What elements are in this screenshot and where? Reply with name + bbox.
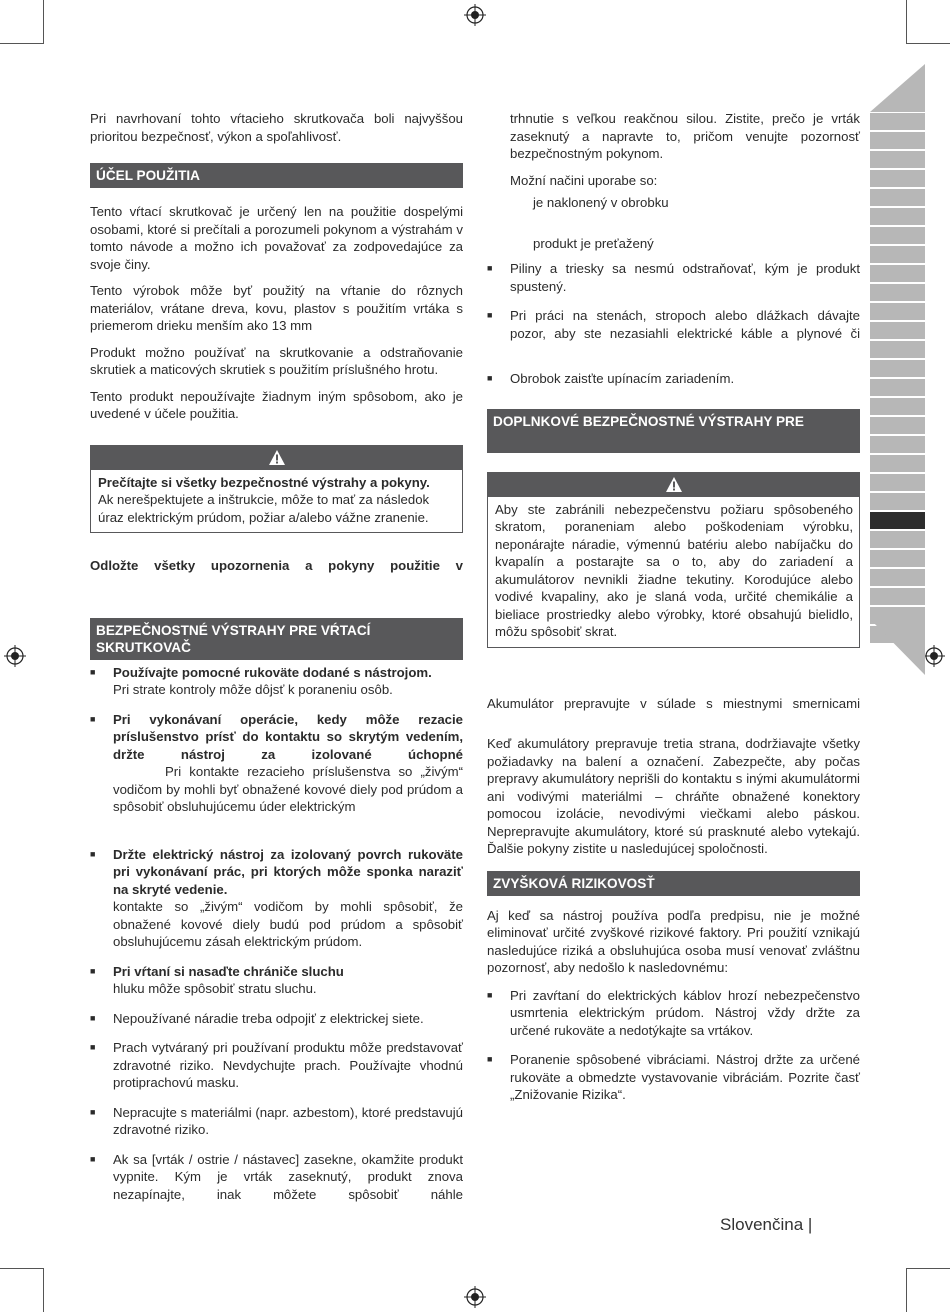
warning-triangle-icon xyxy=(269,450,285,465)
warning-header xyxy=(488,473,859,497)
residual-risk-heading: ZVYŠKOVÁ RIZIKOVOSŤ xyxy=(487,871,860,896)
battery-warning-box xyxy=(487,472,860,648)
bullet-mark: ■ xyxy=(90,848,96,859)
bullet-item xyxy=(487,370,860,388)
bullet-mark: ■ xyxy=(90,1042,96,1052)
drill-safety-heading-line: BEZPEČNOSTNÉ VÝSTRAHY PRE VŔTACÍ xyxy=(96,622,371,638)
bullet-text: Pri strate kontroly môže dôjsť k poraneniu osôb. xyxy=(113,682,393,697)
crop-mark xyxy=(0,43,44,44)
crop-mark xyxy=(43,0,44,44)
language-tab xyxy=(870,360,925,379)
intro-paragraph: Pri navrhovaní tohto vŕtacieho skrutkovača boli najvyššou prioritou bezpečnosť, výkon a spoľahlivosť. xyxy=(90,111,463,144)
bullet-text: kontakte so „živým“ vodičom by mohli spôsobiť, že obnažené kovové diely budú pod prúdom a spôsobiť obsluhujúcemu zásah elektrickým prúdom. xyxy=(113,899,463,949)
left-column xyxy=(90,110,463,1215)
language-tab xyxy=(870,246,925,265)
registration-mark-icon xyxy=(923,645,945,667)
bullet-mark: ■ xyxy=(90,1012,96,1023)
bullet-item xyxy=(90,846,463,951)
general-warning-box xyxy=(90,445,463,534)
cause-item: produkt je preťažený xyxy=(533,235,654,251)
warning-body xyxy=(91,470,462,533)
warning-triangle-icon xyxy=(666,477,682,492)
cause-item: je naklonený v obrobku xyxy=(533,195,669,210)
crop-mark xyxy=(906,0,907,44)
bullet-text: Nepoužívané náradie treba odpojiť z elektrickej siete. xyxy=(113,1010,424,1026)
registration-mark-icon xyxy=(464,1286,486,1308)
language-tab xyxy=(870,493,925,512)
bullet-item xyxy=(487,307,860,342)
transport-text: Akumulátor prepravujte v súlade s miestnymi smernicami xyxy=(487,695,860,711)
language-tab xyxy=(870,417,925,436)
warning-bold: Prečítajte si všetky bezpečnostné výstrahy a pokyny. xyxy=(98,474,430,490)
battery-warning-text: Aby ste zabránili nebezpečenstvu požiaru spôsobeného skratom, poraneniam alebo poškodeniam výrobku, neponárajte náradie, výmennú batériu alebo nabíjačku do kvapalín a postarajte sa o to, aby do zariadení a akumulátorov nevnikli žiadne tekutiny. Korodujúce alebo vodivé kvapaliny, ako je slaná voda, určité chemikálie a bieliace prostriedky alebo výrobky, ktoré obsahujú bielidlo, môžu spôsobiť skrat. xyxy=(495,501,853,639)
bullet-mark: ■ xyxy=(90,1106,96,1117)
bullet-text: hluku môže spôsobiť stratu sluchu. xyxy=(113,981,317,996)
bullet-text: Ak sa [vrták / ostrie / nástavec] zasekne, okamžite produkt vypnite. Kým je vrták zaseknutý, produkt znova nezapínajte, inak môžete spôsobiť náhle xyxy=(113,1151,463,1202)
drill-safety-heading xyxy=(90,618,463,660)
bullet-text: Pri kontakte rezacieho príslušenstva so „živým“ vodičom by mohli byť obnažené kovové diely pod prúdom a spôsobiť obsluhujúcemu úder elektrickým xyxy=(113,764,463,814)
bullet-item xyxy=(90,1104,463,1139)
bullet-mark: ■ xyxy=(90,666,96,677)
bullet-text: Nepracujte s materiálmi (napr. azbestom), ktoré predstavujú zdravotné riziko. xyxy=(113,1104,463,1137)
language-tab xyxy=(870,189,925,208)
bullet-text: Pri práci na stenách, stropoch alebo dlážkach dávajte pozor, aby ste nezasiahli elektrické káble a plynové či xyxy=(510,308,860,341)
purpose-paragraph: Tento vŕtací skrutkovač je určený len na použitie dospelými osobami, ktoré si prečítali a porozumeli pokynom a výstrahám v tomto návode a možno ich považovať za zodpovedajúce za svoje činy. xyxy=(90,204,463,272)
bullet-mark: ■ xyxy=(487,263,493,273)
language-tab xyxy=(870,170,925,189)
right-column xyxy=(487,110,860,1116)
tab-strip-top-triangle xyxy=(870,64,925,114)
bullet-text: Poranenie spôsobené vibráciami. Nástroj držte za určené rukoväte a obmedzte vystavovanie vibráciám. Pozrite časť „Znižovanie Rizika“. xyxy=(510,1052,860,1102)
language-tab xyxy=(870,265,925,284)
bullet-bold: Držte elektrický nástroj za izolovaný povrch rukoväte pri vykonávaní prác, pri ktorých môže sponka naraziť na skryté vedenie. xyxy=(113,846,463,897)
language-tab xyxy=(870,455,925,474)
crop-mark xyxy=(906,43,950,44)
transport-text: Keď akumulátory prepravuje tretia strana, dodržiavajte všetky požiadavky na balení a označení. Zabezpečte, aby počas prepravy akumulátory neprišli do kontaktu s inými akumulátormi ani vodivými materiálmi – chráňte obnažené konektory pomocou izolácie, nevodivými viečkami alebo páskou. Neprepravujte akumulátory, ktoré sú prasknuté alebo vytekajú. Ďalšie pokyny zistite u nasledujúcej spoločnosti. xyxy=(487,736,860,856)
bullet-mark: ■ xyxy=(487,989,493,1000)
language-tab xyxy=(870,208,925,227)
language-tab xyxy=(870,341,925,360)
bullet-item xyxy=(487,260,860,295)
bullet-mark: ■ xyxy=(90,713,96,724)
bullet-item xyxy=(90,711,463,816)
crop-mark xyxy=(906,1268,950,1269)
bullet-mark: ■ xyxy=(487,310,493,320)
language-tab xyxy=(870,303,925,322)
bullet-text: Pri zavŕtaní do elektrických káblov hrozí nebezpečenstvo usmrtenia elektrickým prúdom. Nástroj vždy držte za určené rukoväte a nedotýkajte sa vrtákov. xyxy=(510,987,860,1038)
extra-safety-heading: DOPLNKOVÉ BEZPEČNOSTNÉ VÝSTRAHY PRE xyxy=(487,409,860,453)
bullet-bold: Pri vŕtaní si nasaďte chrániče sluchu xyxy=(113,963,344,979)
bullet-text: Piliny a triesky sa nesmú odstraňovať, kým je produkt spustený. xyxy=(510,261,860,294)
language-tab-strip xyxy=(870,113,925,645)
crop-mark xyxy=(906,1268,907,1312)
warning-text: Ak nerešpektujete a inštrukcie, môže to mať za následok úraz elektrickým prúdom, požiar a/alebo vážne zranenie. xyxy=(98,492,430,525)
bullet-text: Prach vytváraný pri používaní produktu môže predstavovať zdravotné riziko. Nevdychujte prach. Používajte vhodnú protiprachovú masku. xyxy=(113,1040,463,1090)
continued-text: trhnutie s veľkou reakčnou silou. Zistite, prečo je vrták zaseknutý a napravte to, pričom venujte pozornosť bezpečnostným pokynom. xyxy=(510,111,860,161)
bullet-item xyxy=(90,664,463,699)
language-tab xyxy=(870,379,925,398)
bullet-bold: Pri vykonávaní operácie, kedy môže rezacie príslušenstvo prísť do kontaktu so skrytým vedením, držte nástroj za izolované úchopné xyxy=(113,711,463,762)
registration-mark-icon xyxy=(464,4,486,26)
language-tab xyxy=(870,550,925,569)
bullet-mark: ■ xyxy=(90,965,96,976)
language-tab-active xyxy=(870,512,925,531)
bullet-text: Obrobok zaisťte upínacím zariadením. xyxy=(510,371,735,386)
save-instructions: Odložte všetky upozornenia a pokyny použitie v xyxy=(90,558,463,573)
tab-strip-bottom-triangle xyxy=(870,619,925,677)
causes-label: Možní načini uporabe so: xyxy=(510,172,658,188)
purpose-paragraph: Produkt možno používať na skrutkovanie a odstraňovanie skrutiek a maticových skrutiek s použitím príslušného hrotu. xyxy=(90,344,463,377)
page-footer-language: Slovenčina | xyxy=(720,1215,813,1234)
language-tab xyxy=(870,436,925,455)
language-tab xyxy=(870,322,925,341)
bullet-item xyxy=(90,963,463,998)
purpose-heading: ÚČEL POUŽITIA xyxy=(90,163,463,188)
registration-mark-icon xyxy=(4,645,26,667)
bullet-item xyxy=(90,1151,463,1204)
bullet-bold: Používajte pomocné rukoväte dodané s nástrojom. xyxy=(113,664,432,680)
bullet-mark: ■ xyxy=(90,1153,96,1164)
purpose-paragraph: Tento výrobok môže byť použitý na vŕtanie do rôznych materiálov, vrátane dreva, kovu, plastov s použitím vrtáka s priemerom drieku menším ako 13 mm xyxy=(90,283,463,333)
bullet-mark: ■ xyxy=(487,373,493,383)
risk-intro: Aj keď sa nástroj používa podľa predpisu, nie je možné eliminovať určité zvyškové rizikové faktory. Pri použití vznikajú nasledujúce riziká a obsluhujúca osoba musí venovať zvláštnu pozornosť, aby nedošlo k nasledovnému: xyxy=(487,907,860,975)
bullet-item xyxy=(90,1039,463,1092)
language-tab xyxy=(870,227,925,246)
language-tab xyxy=(870,588,925,607)
warning-header xyxy=(91,446,462,470)
drill-safety-heading-line: SKRUTKOVAČ xyxy=(96,639,191,655)
language-tab xyxy=(870,398,925,417)
language-tab xyxy=(870,113,925,132)
language-tab xyxy=(870,474,925,493)
bullet-item xyxy=(487,987,860,1040)
crop-mark xyxy=(43,1268,44,1312)
bullet-item xyxy=(90,1010,463,1028)
purpose-paragraph: Tento produkt nepoužívajte žiadnym iným spôsobom, ako je uvedené v účele použitia. xyxy=(90,388,463,421)
language-tab xyxy=(870,569,925,588)
language-tab xyxy=(870,151,925,170)
bullet-item xyxy=(487,1051,860,1104)
language-tab xyxy=(870,132,925,151)
language-tab xyxy=(870,531,925,550)
crop-mark xyxy=(0,1268,44,1269)
bullet-mark: ■ xyxy=(487,1054,493,1064)
language-tab xyxy=(870,284,925,303)
